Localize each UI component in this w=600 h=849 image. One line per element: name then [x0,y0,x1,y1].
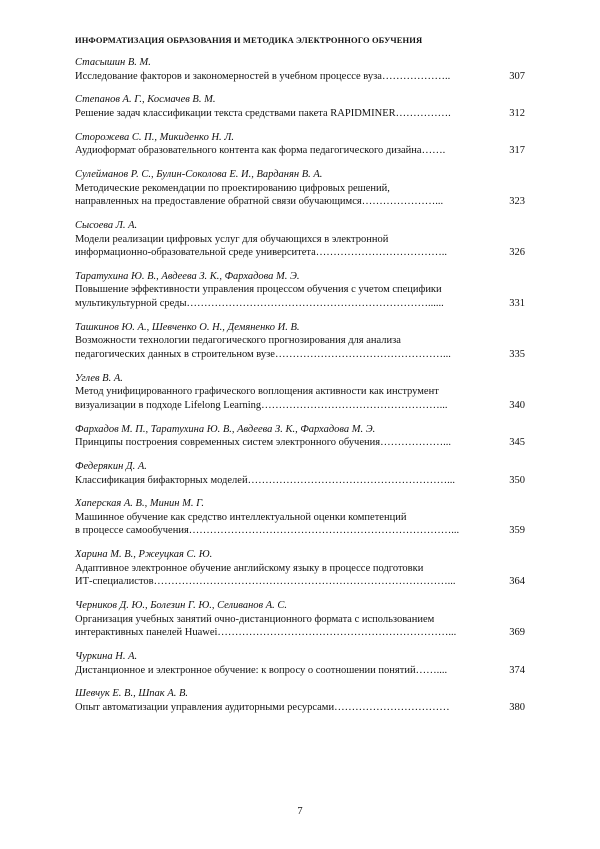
entry-authors: Чуркина Н. А. [75,651,138,663]
entry-page-number: 331 [509,297,525,309]
entry-title-line [75,348,525,362]
entry-title: мультикультурной среды……………………………………………………………...... [75,297,444,309]
entry-title: Классификация бифакторных моделей…………………………………………………... [75,474,455,486]
entry-authors: Хаперская А. В., Минин М. Г. [75,498,204,510]
entry-authors: Стасышин В. М. [75,57,151,68]
entry-page-number: 317 [509,145,525,157]
toc-entry [75,372,525,413]
entry-title-line [75,297,525,311]
entry-title-line [75,246,525,260]
entry-title: Организация учебных занятий очно-дистанционного формата с использованием [75,613,435,625]
entry-title-line [75,70,525,84]
toc-entry [75,168,525,209]
entry-title: Возможности технологии педагогического прогнозирования для анализа [75,335,401,347]
toc-entry [75,423,525,450]
entry-title: визуализации в подходе Lifelong Learning……………………………………………... [75,399,448,411]
entry-authors: Черников Д. Ю., Болезин Г. Ю., Селиванов А. С. [75,600,288,612]
toc-entry [75,321,525,362]
entry-title-line [75,524,525,538]
entry-authors: Сысоева Л. А. [75,220,138,232]
toc-entry [75,548,525,589]
entry-title: Дистанционное и электронное обучение: к вопросу о соотношении понятий…….... [75,664,448,676]
entry-title: Методические рекомендации по проектированию цифровых решений, [75,182,390,194]
entry-title: интерактивных панелей Huawei…………………………………………………………... [75,627,457,639]
entry-authors: Углев В. А. [75,372,123,384]
entry-page-number: 359 [509,525,525,537]
entry-page-number: 345 [509,437,525,449]
entry-title: Машинное обучение как средство интеллектуальной оценки компетенций [75,511,407,523]
table-of-contents [75,56,525,725]
entry-title-line [75,701,525,715]
entry-authors: Харина М. В., Ржеуцкая С. Ю. [75,549,213,561]
entry-page-number: 335 [509,348,525,360]
entry-authors: Шевчук Е. В., Шпак А. В. [75,688,189,700]
entry-title: Адаптивное электронное обучение английскому языку в процессе подготовки [75,562,424,574]
running-header: ИНФОРМАТИЗАЦИЯ ОБРАЗОВАНИЯ И МЕТОДИКА ЭЛЕКТРОННОГО ОБУЧЕНИЯ [75,35,423,45]
entry-title: Решение задач классификации текста средствами пакета RAPIDMINER……………. [75,107,451,119]
entry-title: Модели реализации цифровых услуг для обучающихся в электронной [75,233,389,245]
entry-authors: Ташкинов Ю. А., Шевченко О. Н., Демяненко И. В. [75,321,300,333]
toc-entry [75,219,525,260]
entry-title: Повышение эффективности управления процессом обучения с учетом специфики [75,284,442,296]
toc-entry [75,650,525,677]
entry-page-number: 369 [509,627,525,639]
entry-title-line [75,107,525,121]
entry-title: Аудиоформат образовательного контента как форма педагогического дизайна……. [75,145,446,157]
toc-entry [75,56,525,83]
entry-title-line [75,399,525,413]
entry-authors: Сторожева С. П., Микиденко Н. Л. [75,131,235,143]
toc-entry [75,93,525,120]
entry-authors: Степанов А. Г., Космачев В. М. [75,94,216,106]
entry-title-line [75,436,525,450]
entry-page-number: 312 [509,107,525,119]
entry-authors: Сулейманов Р. С., Булин-Соколова Е. И., Варданян В. А. [75,169,323,181]
entry-title: информационно-образовательной среде университета……………………………….. [75,247,448,259]
entry-title: педагогических данных в строительном вузе…………………………………………... [75,348,451,360]
entry-authors: Таратухина Ю. В., Авдеева З. К., Фархадова М. Э. [75,270,300,282]
entry-title-line [75,474,525,488]
entry-page-number: 340 [509,399,525,411]
entry-title-line [75,144,525,158]
entry-page-number: 380 [509,701,525,713]
entry-title-line [75,626,525,640]
entry-title-line [75,664,525,678]
page-number: 7 [297,806,303,817]
toc-entry [75,599,525,640]
entry-page-number: 364 [509,576,525,588]
entry-page-number: 307 [509,70,525,82]
entry-title: Исследование факторов и закономерностей в учебном процессе вуза……………….. [75,70,451,82]
entry-title-line [75,575,525,589]
toc-entry [75,270,525,311]
toc-entry [75,687,525,714]
entry-title-line [75,195,525,209]
entry-title: Опыт автоматизации управления аудиторными ресурсами…………………………… [75,701,450,713]
toc-entry [75,131,525,158]
toc-entry [75,460,525,487]
entry-title: в процессе самообучения…………………………………………………………………... [75,525,460,537]
toc-entry [75,497,525,538]
entry-page-number: 326 [509,247,525,259]
entry-page-number: 323 [509,196,525,208]
entry-page-number: 374 [509,664,525,676]
entry-title: направленных на предоставление обратной связи обучающимся…………………... [75,196,444,208]
entry-title: Принципы построения современных систем электронного обучения………………... [75,437,451,449]
entry-authors: Федерякин Д. А. [75,461,147,473]
entry-authors: Фархадов М. П., Таратухина Ю. В., Авдеева З. К., Фархадова М. Э. [75,423,376,435]
entry-page-number: 350 [509,474,525,486]
entry-title: Метод унифицированного графического воплощения активности как инструмент [75,386,439,398]
entry-title: ИТ-специалистов…………………………………………………………………………... [75,576,456,588]
